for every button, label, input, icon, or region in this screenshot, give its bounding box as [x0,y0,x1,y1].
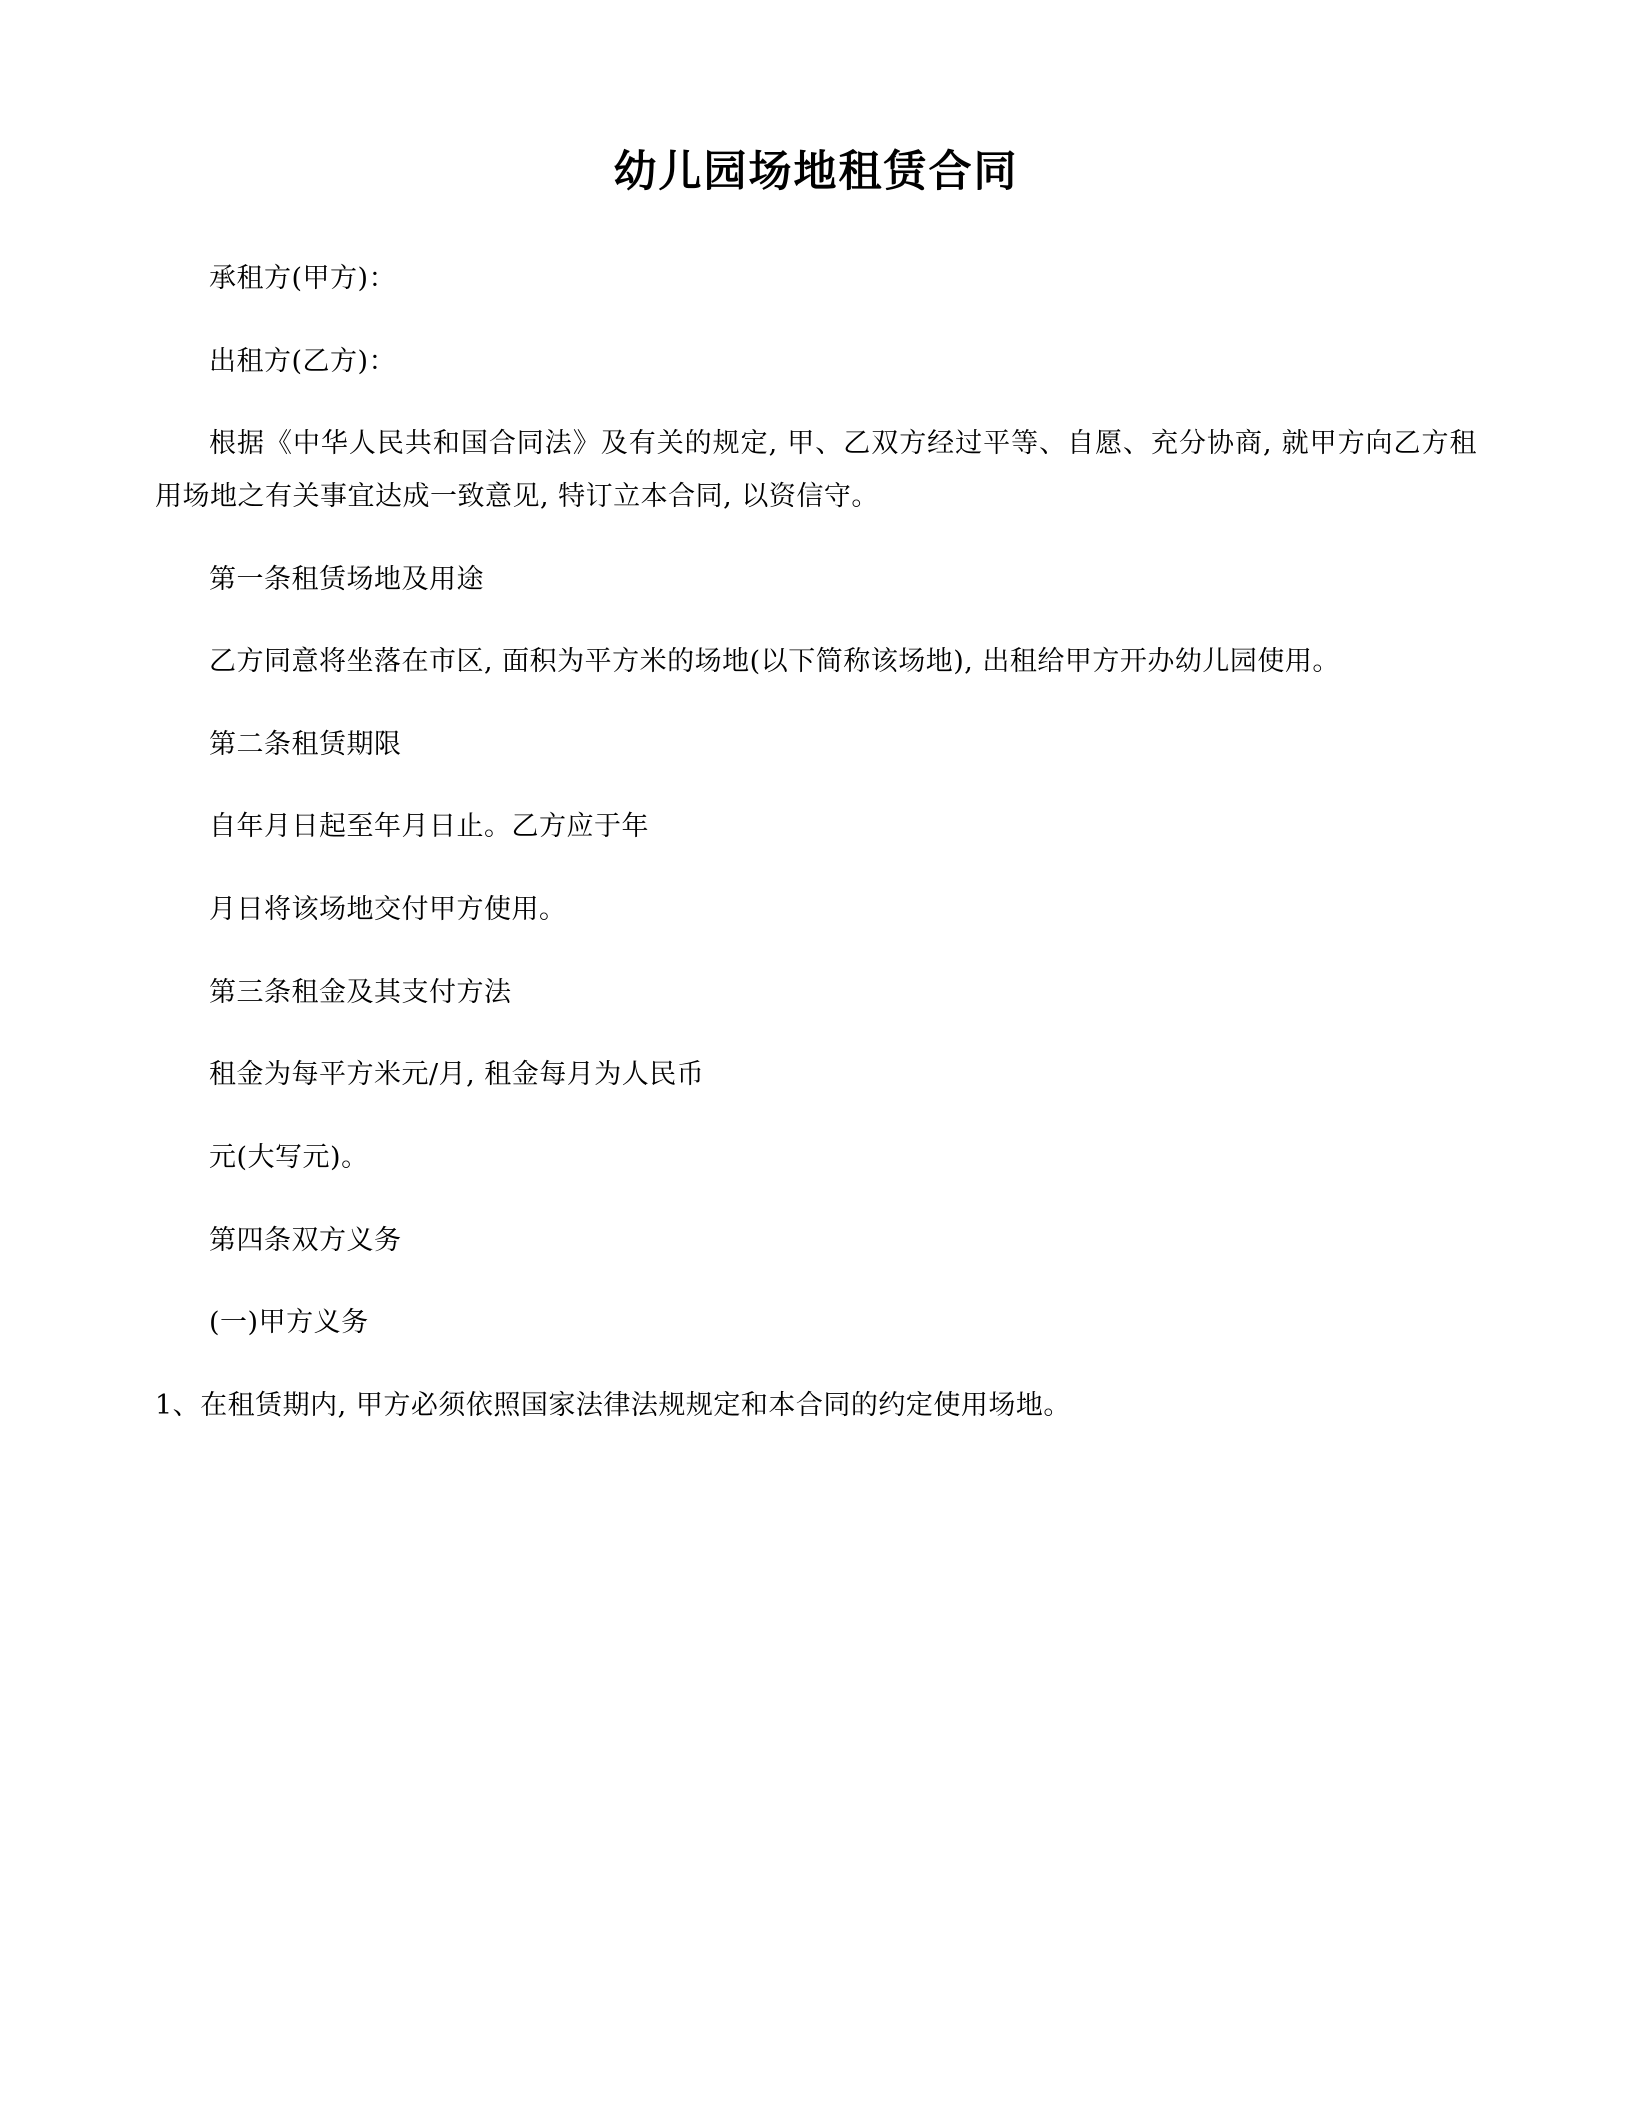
paragraph-article-2-heading: 第二条租赁期限 [209,728,402,760]
paragraph-article-1-body: 乙方同意将坐落在市区, 面积为平方米的场地(以下简称该场地), 出租给甲方开办幼儿园使用。 [209,646,1340,678]
paragraph-article-2-body-line-2: 月日将该场地交付甲方使用。 [209,894,567,926]
paragraph-lessee-party: 承租方(甲方)： [209,263,397,294]
document-body [155,253,1477,1433]
paragraph-article-3-body-line-2: 元(大写元)。 [209,1142,369,1174]
paragraph-preamble: 根据《中华人民共和国合同法》及有关的规定, 甲、乙双方经过平等、自愿、充分协商, 就甲方向乙方租用场地之有关事宜达成一致意见, 特订立本合同, 以资信守。 [155,428,1477,512]
paragraph-article-1-heading: 第一条租赁场地及用途 [209,563,484,595]
paragraph-article-2-body-line-1: 自年月日起至年月日止。乙方应于年 [209,811,649,843]
page-title: 幼儿园场地租赁合同 [613,147,1019,197]
paragraph-article-4-item-1: 1、在租赁期内, 甲方必须依照国家法律法规规定和本合同的约定使用场地。 [155,1389,1071,1421]
paragraph-article-3-heading: 第三条租金及其支付方法 [209,976,512,1008]
paragraph-article-3-body-line-1: 租金为每平方米元/月, 租金每月为人民币 [209,1059,705,1091]
paragraph-lessor-party: 出租方(乙方)： [209,345,397,377]
paragraph-article-4-subheading-a: (一)甲方义务 [209,1307,369,1339]
paragraph-article-4-heading: 第四条双方义务 [209,1224,402,1256]
